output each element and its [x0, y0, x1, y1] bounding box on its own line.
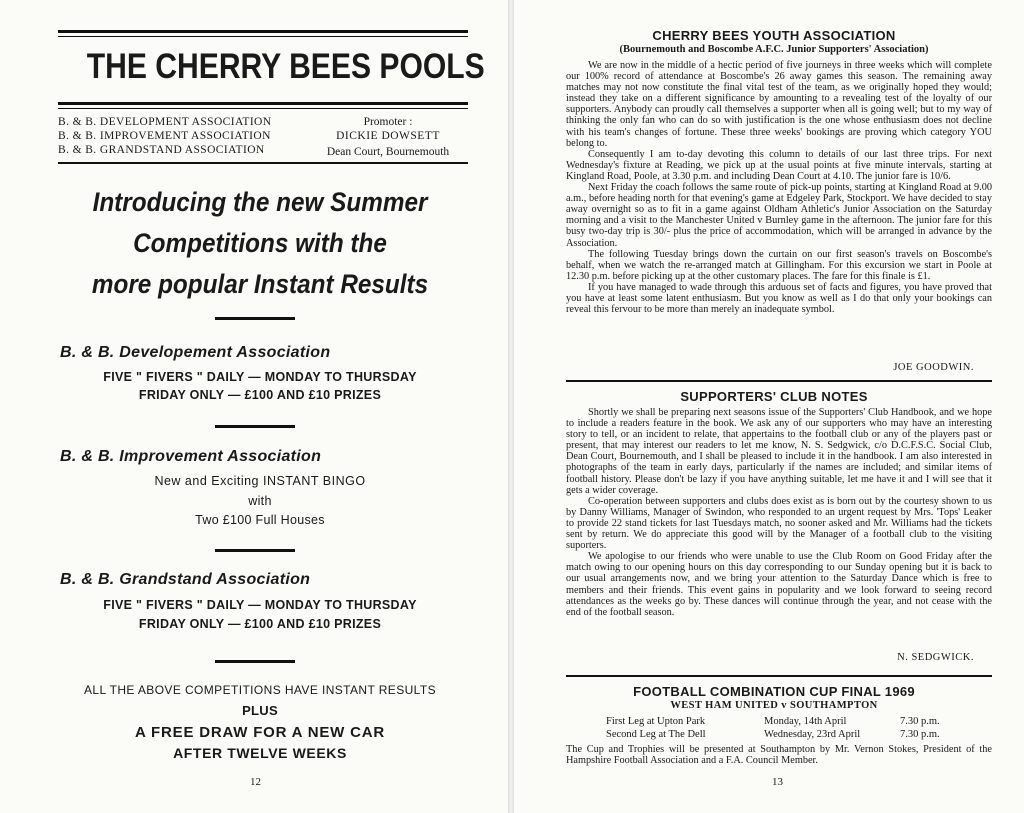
page-number-left: 12 [250, 776, 261, 788]
left-page [0, 0, 508, 813]
fixture-time: 7.30 p.m. [900, 716, 940, 727]
title-rule [58, 102, 468, 105]
section-rule [566, 675, 992, 677]
headline-line-1: Introducing the new Summer [92, 187, 428, 217]
club-notes-paragraph: We apologise to our friends who were unable to use the Club Room on Good Friday after the match owing to our opening hours on this day corresponding to our Sunday opening but it is back to our usual arrangements now, and we bring your attention to the Saturday Dance which is free to members and their friends. This event gains in popularity and we look forward to seeing record attendances as the weeks go by. These dances will continue through the year, and not cease with the end of the football season. [566, 551, 992, 618]
page-number-right: 13 [772, 776, 783, 788]
section-improvement-line-2: with [248, 494, 272, 508]
association-2: B. & B. IMPROVEMENT ASSOCIATION [58, 130, 271, 142]
header-bottom-rule [58, 162, 468, 164]
cup-final-title: FOOTBALL COMBINATION CUP FINAL 1969 [633, 684, 915, 699]
section-grandstand-title: B. & B. Grandstand Association [60, 571, 311, 588]
title-rule-thin [58, 108, 468, 109]
fixture-time: 7.30 p.m. [900, 729, 940, 740]
cup-final-note-text: The Cup and Trophies will be presented at Southampton by Mr. Vernon Stokes, President of the Hampshire Football Association and a F.A. Council Member. [566, 744, 992, 767]
section-improvement-line-1: New and Exciting INSTANT BINGO [154, 474, 366, 488]
club-notes-paragraph: Co-operation between supporters and clubs does exist as is born out by the courtesy shown to us by Danny Williams, Manager of Swindon, who responded to an urgent request by Mrs. 'Tops' Leaker to provide 22 stand tickets for last Tuesdays match, no sooner asked and Mr. Williams had the tickets sent by return. We do appreciate this good will by the Manager of a football club to the visiting suporters. [566, 495, 992, 552]
promoter-name: DICKIE DOWSETT [336, 130, 440, 142]
section-improvement-title: B. & B. Improvement Association [60, 448, 322, 465]
section-development-line-1: FIVE " FIVERS " DAILY — MONDAY TO THURSDAY [103, 370, 417, 384]
headline-line-3: more popular Instant Results [91, 269, 429, 299]
divider [215, 660, 295, 663]
cup-final-note [566, 744, 992, 766]
right-page [514, 0, 1024, 813]
promoter-address: Dean Court, Bournemouth [326, 146, 450, 158]
section-grandstand-line-2: FRIDAY ONLY — £100 AND £10 PRIZES [138, 617, 382, 631]
association-1: B. & B. DEVELOPMENT ASSOCIATION [58, 116, 272, 128]
fixture-leg: First Leg at Upton Park [606, 716, 706, 727]
youth-association-title: CHERRY BEES YOUTH ASSOCIATION [652, 28, 896, 43]
association-3: B. & B. GRANDSTAND ASSOCIATION [58, 144, 265, 156]
youth-signature: JOE GOODWIN. [893, 362, 974, 373]
footer-line-2: A FREE DRAW FOR A NEW CAR [135, 724, 385, 741]
youth-association-body [566, 60, 992, 315]
footer-line-1: ALL THE ABOVE COMPETITIONS HAVE INSTANT RESULTS [84, 683, 436, 697]
section-development-title: B. & B. Developement Association [60, 344, 331, 361]
headline-line-2: Competitions with the [133, 228, 387, 258]
top-rule-thin [58, 36, 468, 37]
youth-paragraph: Consequently I am to-day devoting this column to details of our last three trips. For next Wednesday's fixture at Reading, we pick up at the usual points at five minute intervals, starting at Kingland Road, Poole, at 3.30 p.m. and including Dean Court at 4.10. The junior fare is 10/6. [566, 148, 992, 182]
youth-paragraph: Next Friday the coach follows the same route of pick-up points, starting at Kingland Road at 9.00 a.m., before heading north for that evening's game at Edgeley Park, Stockport. We have decided to stay away overnight so as to fit in a game against Oldham Athletic's Junior Association on the Saturday morning and a visit to the Manchester United v Burnley game in the afternoon. The junior fare for this busy two-day trip is 30/- plus the price of accommodation, which will be arranged in advance by the Association. [566, 182, 992, 249]
section-grandstand-line-1: FIVE " FIVERS " DAILY — MONDAY TO THURSDAY [103, 598, 417, 612]
divider [215, 425, 295, 428]
youth-paragraph: The following Tuesday brings down the curtain on our first season's travels on Boscombe's behalf, when we watch the re-arranged match at Gillingham. For this excursion we start in Poole at 12.30 p.m. before picking up at the other customary places. The fare for this finale is £1. [566, 248, 992, 282]
section-improvement-line-3: Two £100 Full Houses [195, 513, 325, 527]
divider [215, 549, 295, 552]
pools-title: THE CHERRY BEES POOLS [86, 47, 485, 86]
club-notes-signature: N. SEDGWICK. [897, 652, 974, 663]
section-development-line-2: FRIDAY ONLY — £100 AND £10 PRIZES [138, 388, 382, 402]
section-rule [566, 380, 992, 382]
club-notes-paragraph: Shortly we shall be preparing next seasons issue of the Supporters' Club Handbook, and we hope to include a readers feature in the book. We ask any of our supporters who may have an interesting story to tell, or an incident to relate, that appertains to the football club or any of the players past or present, that may interest our readers to let me know, N. S. Sedgwick, c/o D.C.F.S.C. Social Club, Dean Court, Bournemouth, and I shall be pleased to include it in the handbook. I am also interested in photographs of the team in early days, particularly if the names are included; and similar items of football history. Please don't be lazy if you have anything suitable, let me have it and I will see that it gets a wider coverage. [566, 407, 992, 496]
top-rule [58, 30, 468, 33]
fixture-date: Wednesday, 23rd April [764, 729, 861, 740]
youth-association-subtitle: (Bournemouth and Boscombe A.F.C. Junior Supporters' Association) [619, 44, 929, 55]
footer-line-3: AFTER TWELVE WEEKS [173, 745, 347, 761]
divider [215, 317, 295, 320]
fixture-date: Monday, 14th April [764, 716, 847, 727]
youth-paragraph: If you have managed to wade through this arduous set of facts and figures, you have proved that you have at least some latent enthusiasm. But you know as well as I do that only your bookings can reveal this fervour to be more than merely an inadequate symbol. [566, 281, 992, 316]
cup-final-teams: WEST HAM UNITED v SOUTHAMPTON [670, 700, 878, 711]
footer-plus: PLUS [242, 703, 278, 718]
promoter-label: Promoter : [363, 116, 413, 128]
fixture-leg: Second Leg at The Dell [606, 729, 706, 740]
youth-paragraph: We are now in the middle of a hectic period of five journeys in three weeks which will complete our 100% record of attendance at Boscombe's 26 away games this season. The remaining away matches may not now constitute the final vital test of the team, as we originally hoped they would; instead they take on a different significance by amounting to a revealing test of the loyalty of our supporters. Anybody can proudly call themselves a supporter when all is going well; but to my way of thinking the only fan who can do so with justification is the one whose enthusiasm does not decline with his team's changes of fortune. These three weeks' bookings are proving which category YOU belong to. [566, 60, 992, 149]
club-notes-body [566, 407, 992, 618]
club-notes-title: SUPPORTERS' CLUB NOTES [680, 389, 868, 404]
